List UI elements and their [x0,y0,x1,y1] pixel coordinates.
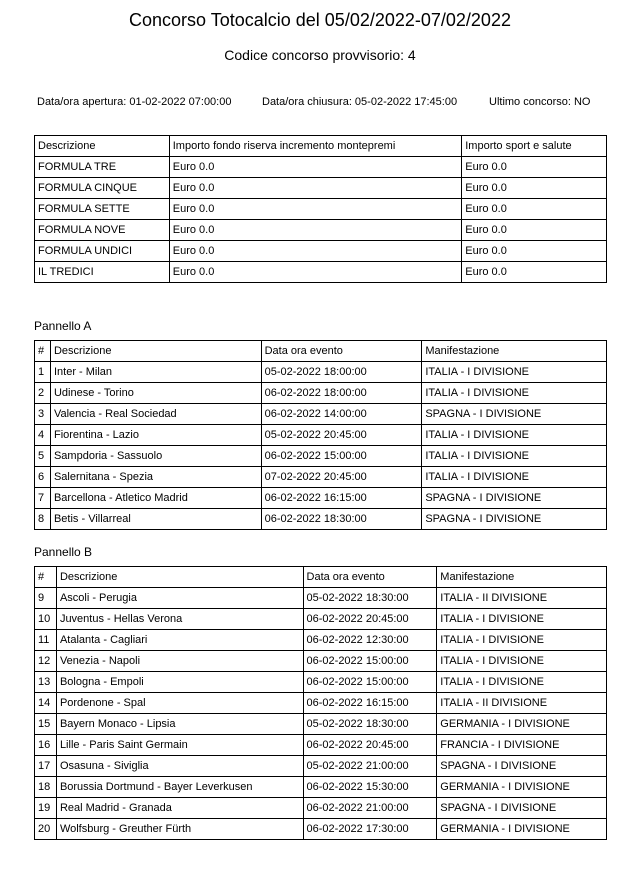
table-cell: ITALIA - I DIVISIONE [422,362,607,383]
table-row [35,693,607,714]
table-row [35,630,607,651]
table-header-row [35,567,607,588]
table-cell: ITALIA - II DIVISIONE [437,693,607,714]
table-cell: 7 [35,488,51,509]
table-cell: FORMULA UNDICI [35,241,170,262]
ultimo-concorso: Ultimo concorso: NO [489,96,591,108]
table-row [35,651,607,672]
table-cell: Euro 0.0 [169,199,462,220]
table-row [35,714,607,735]
table-cell: 06-02-2022 18:00:00 [261,383,422,404]
table-cell: Atalanta - Cagliari [56,630,303,651]
page-title: Concorso Totocalcio del 05/02/2022-07/02/2022 [129,10,511,30]
table-cell: 06-02-2022 20:45:00 [303,735,437,756]
table-cell: FORMULA CINQUE [35,178,170,199]
table-header-row [35,136,607,157]
table-cell: Euro 0.0 [462,220,607,241]
column-header: Data ora evento [303,567,437,588]
pannello-b-table [34,566,607,840]
column-header: Importo fondo riserva incremento montepremi [169,136,462,157]
table-cell: GERMANIA - I DIVISIONE [437,777,607,798]
table-cell: Euro 0.0 [169,220,462,241]
table-row [35,609,607,630]
table-cell: 06-02-2022 17:30:00 [303,819,437,840]
table-row [35,509,607,530]
table-cell: 05-02-2022 18:30:00 [303,714,437,735]
data-apertura: Data/ora apertura: 01-02-2022 07:00:00 [37,96,232,108]
table-cell: Ascoli - Perugia [56,588,303,609]
table-row [35,404,607,425]
table-cell: 10 [35,609,57,630]
table-cell: 2 [35,383,51,404]
table-cell: Euro 0.0 [462,241,607,262]
table-cell: Venezia - Napoli [56,651,303,672]
table-cell: Udinese - Torino [50,383,261,404]
column-header: Descrizione [56,567,303,588]
table-cell: 16 [35,735,57,756]
table-cell: 06-02-2022 21:00:00 [303,798,437,819]
table-cell: 15 [35,714,57,735]
table-cell: 11 [35,630,57,651]
table-cell: SPAGNA - I DIVISIONE [422,509,607,530]
column-header: Descrizione [35,136,170,157]
pannello-a-table [34,340,607,530]
table-cell: Wolfsburg - Greuther Fürth [56,819,303,840]
table-cell: ITALIA - I DIVISIONE [437,609,607,630]
table-cell: SPAGNA - I DIVISIONE [437,756,607,777]
table-cell: Bayern Monaco - Lipsia [56,714,303,735]
table-cell: ITALIA - I DIVISIONE [422,425,607,446]
table-cell: 06-02-2022 14:00:00 [261,404,422,425]
table-cell: 18 [35,777,57,798]
table-cell: 12 [35,651,57,672]
table-row [35,220,607,241]
table-cell: Lille - Paris Saint Germain [56,735,303,756]
table-row [35,756,607,777]
table-cell: Euro 0.0 [462,178,607,199]
column-header: # [35,567,57,588]
table-cell: 05-02-2022 18:30:00 [303,588,437,609]
table-cell: 06-02-2022 16:15:00 [261,488,422,509]
table-cell: ITALIA - I DIVISIONE [437,672,607,693]
table-cell: FORMULA TRE [35,157,170,178]
pannello-a-label: Pannello A [34,319,92,333]
table-row [35,425,607,446]
table-cell: Bologna - Empoli [56,672,303,693]
table-row [35,157,607,178]
table-cell: 07-02-2022 20:45:00 [261,467,422,488]
table-cell: 20 [35,819,57,840]
table-cell: Euro 0.0 [462,262,607,283]
table-cell: 06-02-2022 20:45:00 [303,609,437,630]
table-cell: 06-02-2022 15:30:00 [303,777,437,798]
table-cell: Sampdoria - Sassuolo [50,446,261,467]
table-cell: 06-02-2022 15:00:00 [303,672,437,693]
table-cell: Osasuna - Siviglia [56,756,303,777]
table-cell: 05-02-2022 21:00:00 [303,756,437,777]
table-cell: Euro 0.0 [462,199,607,220]
table-cell: 3 [35,404,51,425]
table-row [35,446,607,467]
table-row [35,672,607,693]
table-row [35,798,607,819]
table-cell: GERMANIA - I DIVISIONE [437,819,607,840]
table-cell: ITALIA - I DIVISIONE [422,467,607,488]
table-row [35,262,607,283]
table-cell: FORMULA NOVE [35,220,170,241]
table-cell: 05-02-2022 20:45:00 [261,425,422,446]
table-cell: Euro 0.0 [169,157,462,178]
table-cell: 06-02-2022 15:00:00 [303,651,437,672]
table-cell: 06-02-2022 18:30:00 [261,509,422,530]
column-header: Importo sport e salute [462,136,607,157]
table-cell: SPAGNA - I DIVISIONE [422,488,607,509]
table-row [35,777,607,798]
table-row [35,362,607,383]
table-row [35,819,607,840]
table-cell: 6 [35,467,51,488]
table-cell: Euro 0.0 [169,178,462,199]
table-cell: ITALIA - I DIVISIONE [422,383,607,404]
table-cell: Borussia Dortmund - Bayer Leverkusen [56,777,303,798]
pannello-b-label: Pannello B [34,545,93,559]
table-cell: 8 [35,509,51,530]
table-row [35,199,607,220]
table-cell: Euro 0.0 [169,241,462,262]
table-cell: GERMANIA - I DIVISIONE [437,714,607,735]
table-cell: ITALIA - I DIVISIONE [437,651,607,672]
table-cell: ITALIA - I DIVISIONE [422,446,607,467]
table-cell: SPAGNA - I DIVISIONE [422,404,607,425]
page-subtitle: Codice concorso provvisorio: 4 [224,47,416,63]
table-cell: 5 [35,446,51,467]
table-cell: Barcellona - Atletico Madrid [50,488,261,509]
table-cell: FORMULA SETTE [35,199,170,220]
table-cell: Valencia - Real Sociedad [50,404,261,425]
table-cell: 1 [35,362,51,383]
column-header: Descrizione [50,341,261,362]
table-cell: 06-02-2022 12:30:00 [303,630,437,651]
table-cell: Real Madrid - Granada [56,798,303,819]
table-cell: ITALIA - I DIVISIONE [437,630,607,651]
table-row [35,735,607,756]
table-cell: 06-02-2022 16:15:00 [303,693,437,714]
column-header: Manifestazione [422,341,607,362]
data-chiusura: Data/ora chiusura: 05-02-2022 17:45:00 [262,96,458,108]
table-cell: IL TREDICI [35,262,170,283]
table-cell: 14 [35,693,57,714]
table-header-row [35,341,607,362]
table-cell: 4 [35,425,51,446]
table-cell: SPAGNA - I DIVISIONE [437,798,607,819]
table-cell: 13 [35,672,57,693]
table-cell: Inter - Milan [50,362,261,383]
table-cell: 19 [35,798,57,819]
table-cell: 9 [35,588,57,609]
table-cell: 05-02-2022 18:00:00 [261,362,422,383]
table-cell: Euro 0.0 [169,262,462,283]
table-row [35,178,607,199]
table-row [35,488,607,509]
table-cell: Betis - Villarreal [50,509,261,530]
table-row [35,241,607,262]
formule-table [34,135,607,283]
column-header: Manifestazione [437,567,607,588]
table-cell: 17 [35,756,57,777]
table-cell: Salernitana - Spezia [50,467,261,488]
column-header: # [35,341,51,362]
table-cell: Pordenone - Spal [56,693,303,714]
table-cell: Juventus - Hellas Verona [56,609,303,630]
table-row [35,383,607,404]
table-cell: 06-02-2022 15:00:00 [261,446,422,467]
table-row [35,467,607,488]
table-cell: Euro 0.0 [462,157,607,178]
column-header: Data ora evento [261,341,422,362]
table-cell: Fiorentina - Lazio [50,425,261,446]
table-cell: ITALIA - II DIVISIONE [437,588,607,609]
table-cell: FRANCIA - I DIVISIONE [437,735,607,756]
table-row [35,588,607,609]
